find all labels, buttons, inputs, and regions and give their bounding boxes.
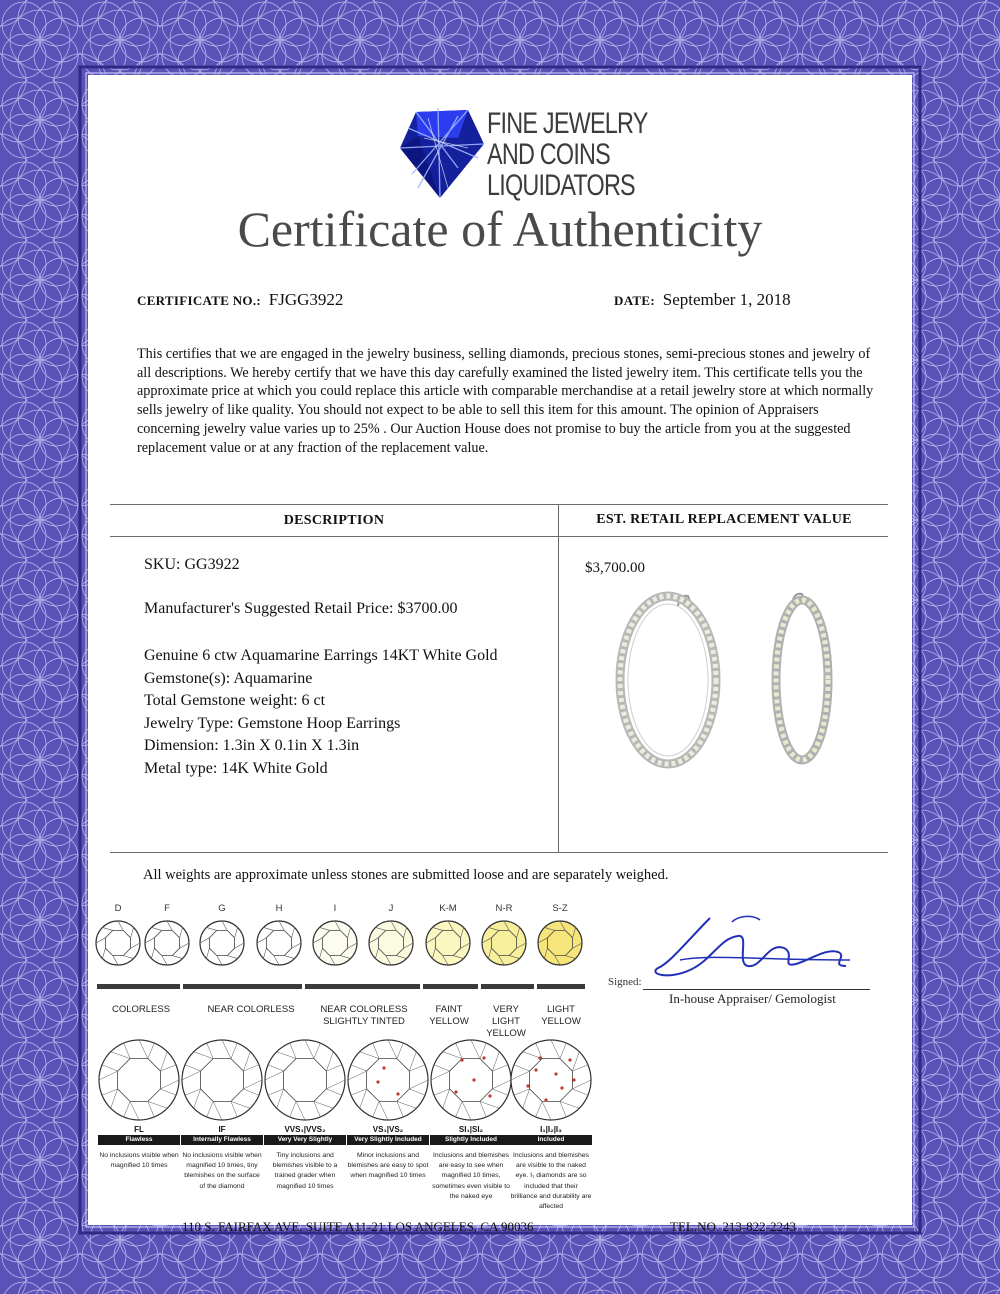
item-details	[144, 645, 498, 781]
signature-title: In-house Appraiser/ Gemologist	[669, 991, 836, 1006]
sku: SKU: GG3922	[144, 556, 240, 573]
clarity-grade-header	[430, 1124, 512, 1145]
certificate-number-label: CERTIFICATE NO.:	[137, 293, 262, 308]
clarity-grade-code: I₁|I₂|I₃	[540, 1125, 562, 1134]
certificate-title: Certificate of Authenticity	[237, 201, 763, 257]
clarity-grade-name: Included	[510, 1135, 592, 1145]
footer-address: 110 S. FAIRFAX AVE. SUITE A11-21 LOS ANGELES, CA 90036	[182, 1219, 534, 1234]
clarity-grade-description: Inclusions and blemishes are easy to see when magnified 10 times, sometimes even visible to the naked eye	[432, 1152, 510, 1200]
clarity-grade-description: Tiny inclusions and blemishes visible to a trained grader when magnified 10 times	[272, 1152, 338, 1190]
grade-label-line: NEAR COLORLESS	[207, 1004, 295, 1015]
detail-line: Metal type: 14K White Gold	[144, 759, 328, 777]
grade-label-line: VERY LIGHT	[492, 1004, 520, 1027]
certificate-date-label: DATE:	[614, 293, 655, 308]
color-grade-letter: J	[388, 903, 394, 914]
detail-line: Total Gemstone weight: 6 ct	[144, 692, 326, 710]
grade-label-line: LIGHT	[547, 1004, 575, 1015]
grade-label-line: COLORLESS	[111, 1004, 171, 1015]
clarity-grade-description: Inclusions and blemishes are visible to the naked eye. I₁ diamonds are so included that their brilliance and durability are affected	[510, 1152, 592, 1211]
color-grade-letter: D	[114, 903, 122, 914]
brand-line-1: FINE JEWELRY	[487, 107, 648, 140]
color-grade-letter: I	[333, 903, 337, 914]
clarity-grade-header	[98, 1124, 180, 1145]
table-header-rule	[110, 536, 888, 537]
grade-label-line: FAINT	[435, 1004, 463, 1015]
grade-label-faint-yellow	[424, 1004, 474, 1028]
certification-statement: This certifies that we are engaged in the jewelry business, selling diamonds, precious stones, semi-precious stones and jewelry of all descriptions. We hereby certify that we have this day carefully examined the listed jewelry item. This certificate tells you the approximate price at which you could replace this article with comparable merchandise at a retail jewelry store at which normally sells jewelry of like quality. You should not expect to be able to sell this item for this amount. The opinion of Appraisers concerning jewelry value varies up to 25% . Our Auction House does not promise to buy the article from you at the suggested replacement value or at any fraction of the replacement value.	[137, 346, 874, 456]
clarity-grade-name: Internally Flawless	[181, 1135, 263, 1145]
clarity-grade-code: FL	[134, 1125, 144, 1134]
grade-label-near-colorless	[196, 1004, 306, 1016]
value-header: EST. RETAIL REPLACEMENT VALUE	[596, 512, 852, 527]
certificate-date-value: September 1, 2018	[662, 290, 791, 309]
hoop-earrings-image	[608, 588, 858, 778]
color-grade-letter: G	[218, 903, 226, 914]
clarity-grade-name: Slightly Included	[430, 1135, 512, 1145]
msrp: Manufacturer's Suggested Retail Price: $3700.00	[144, 600, 458, 617]
clarity-grade-code: VVS₁|VVS₂	[284, 1125, 326, 1134]
grade-label-line: YELLOW	[541, 1016, 581, 1027]
color-grade-letter: S-Z	[552, 903, 568, 914]
grade-label-colorless	[100, 1004, 182, 1016]
footer-phone: TEL.NO. 213-822-2243	[670, 1219, 797, 1234]
grade-label-line: YELLOW	[429, 1016, 469, 1027]
appraiser-signature	[650, 908, 860, 988]
brand-line-2: AND COINS	[487, 138, 610, 171]
replacement-value: $3,700.00	[585, 560, 645, 576]
clarity-grade-header	[510, 1124, 592, 1145]
grade-label-line: SLIGHTLY TINTED	[323, 1016, 405, 1027]
grade-label-line: NEAR COLORLESS	[320, 1004, 408, 1015]
clarity-grade-description: Minor inclusions and blemishes are easy to spot when magnified 10 times	[347, 1152, 429, 1180]
clarity-grade-code: VS₁|VS₂	[372, 1125, 404, 1134]
detail-line: Jewelry Type: Gemstone Hoop Earrings	[144, 714, 401, 732]
weights-note: All weights are approximate unless stones are submitted loose and are separately weighed.	[143, 867, 669, 883]
color-grade-letter: H	[275, 903, 283, 914]
certificate-number	[137, 290, 343, 310]
clarity-grade-name: Flawless	[98, 1135, 180, 1145]
description-header: DESCRIPTION	[283, 513, 385, 528]
gem-logo-icon	[398, 108, 486, 200]
table-bottom-rule	[110, 852, 888, 853]
clarity-grade-name: Very Very Slightly Included	[264, 1135, 346, 1145]
certificate-date	[614, 290, 791, 310]
color-grade-letter: K-M	[439, 903, 457, 914]
grade-label-line: YELLOW	[486, 1028, 526, 1039]
clarity-grade-header	[347, 1124, 429, 1145]
color-grade-letter: N-R	[495, 903, 513, 914]
grade-label-light-yellow	[536, 1004, 586, 1028]
color-grade-letter: F	[164, 903, 170, 914]
clarity-grade-header	[264, 1124, 346, 1153]
table-top-rule	[110, 504, 888, 505]
clarity-grade-description: No inclusions visible when magnified 10 times	[99, 1152, 179, 1170]
clarity-grade-description: No inclusions visible when magnified 10 times, tiny blemishes on the surface of the diamond	[182, 1152, 262, 1190]
brand-name	[487, 108, 648, 201]
brand-line-3: LIQUIDATORS	[487, 169, 635, 202]
detail-line: Genuine 6 ctw Aquamarine Earrings 14KT White Gold	[144, 647, 498, 664]
clarity-grade-name: Very Slightly Included	[347, 1135, 429, 1145]
table-column-divider	[558, 504, 559, 852]
grade-label-slightly-tinted	[308, 1004, 420, 1028]
certificate-number-value: FJGG3922	[268, 290, 344, 309]
signature-line	[643, 989, 870, 990]
clarity-grade-code: IF	[218, 1125, 226, 1134]
clarity-grade-code: SI₁|SI₂	[458, 1125, 484, 1134]
detail-line: Gemstone(s): Aquamarine	[144, 669, 313, 687]
detail-line: Dimension: 1.3in X 0.1in X 1.3in	[144, 737, 360, 755]
signed-label: Signed:	[608, 976, 642, 988]
clarity-grade-header	[181, 1124, 263, 1145]
grade-label-very-light-yellow	[478, 1004, 534, 1040]
